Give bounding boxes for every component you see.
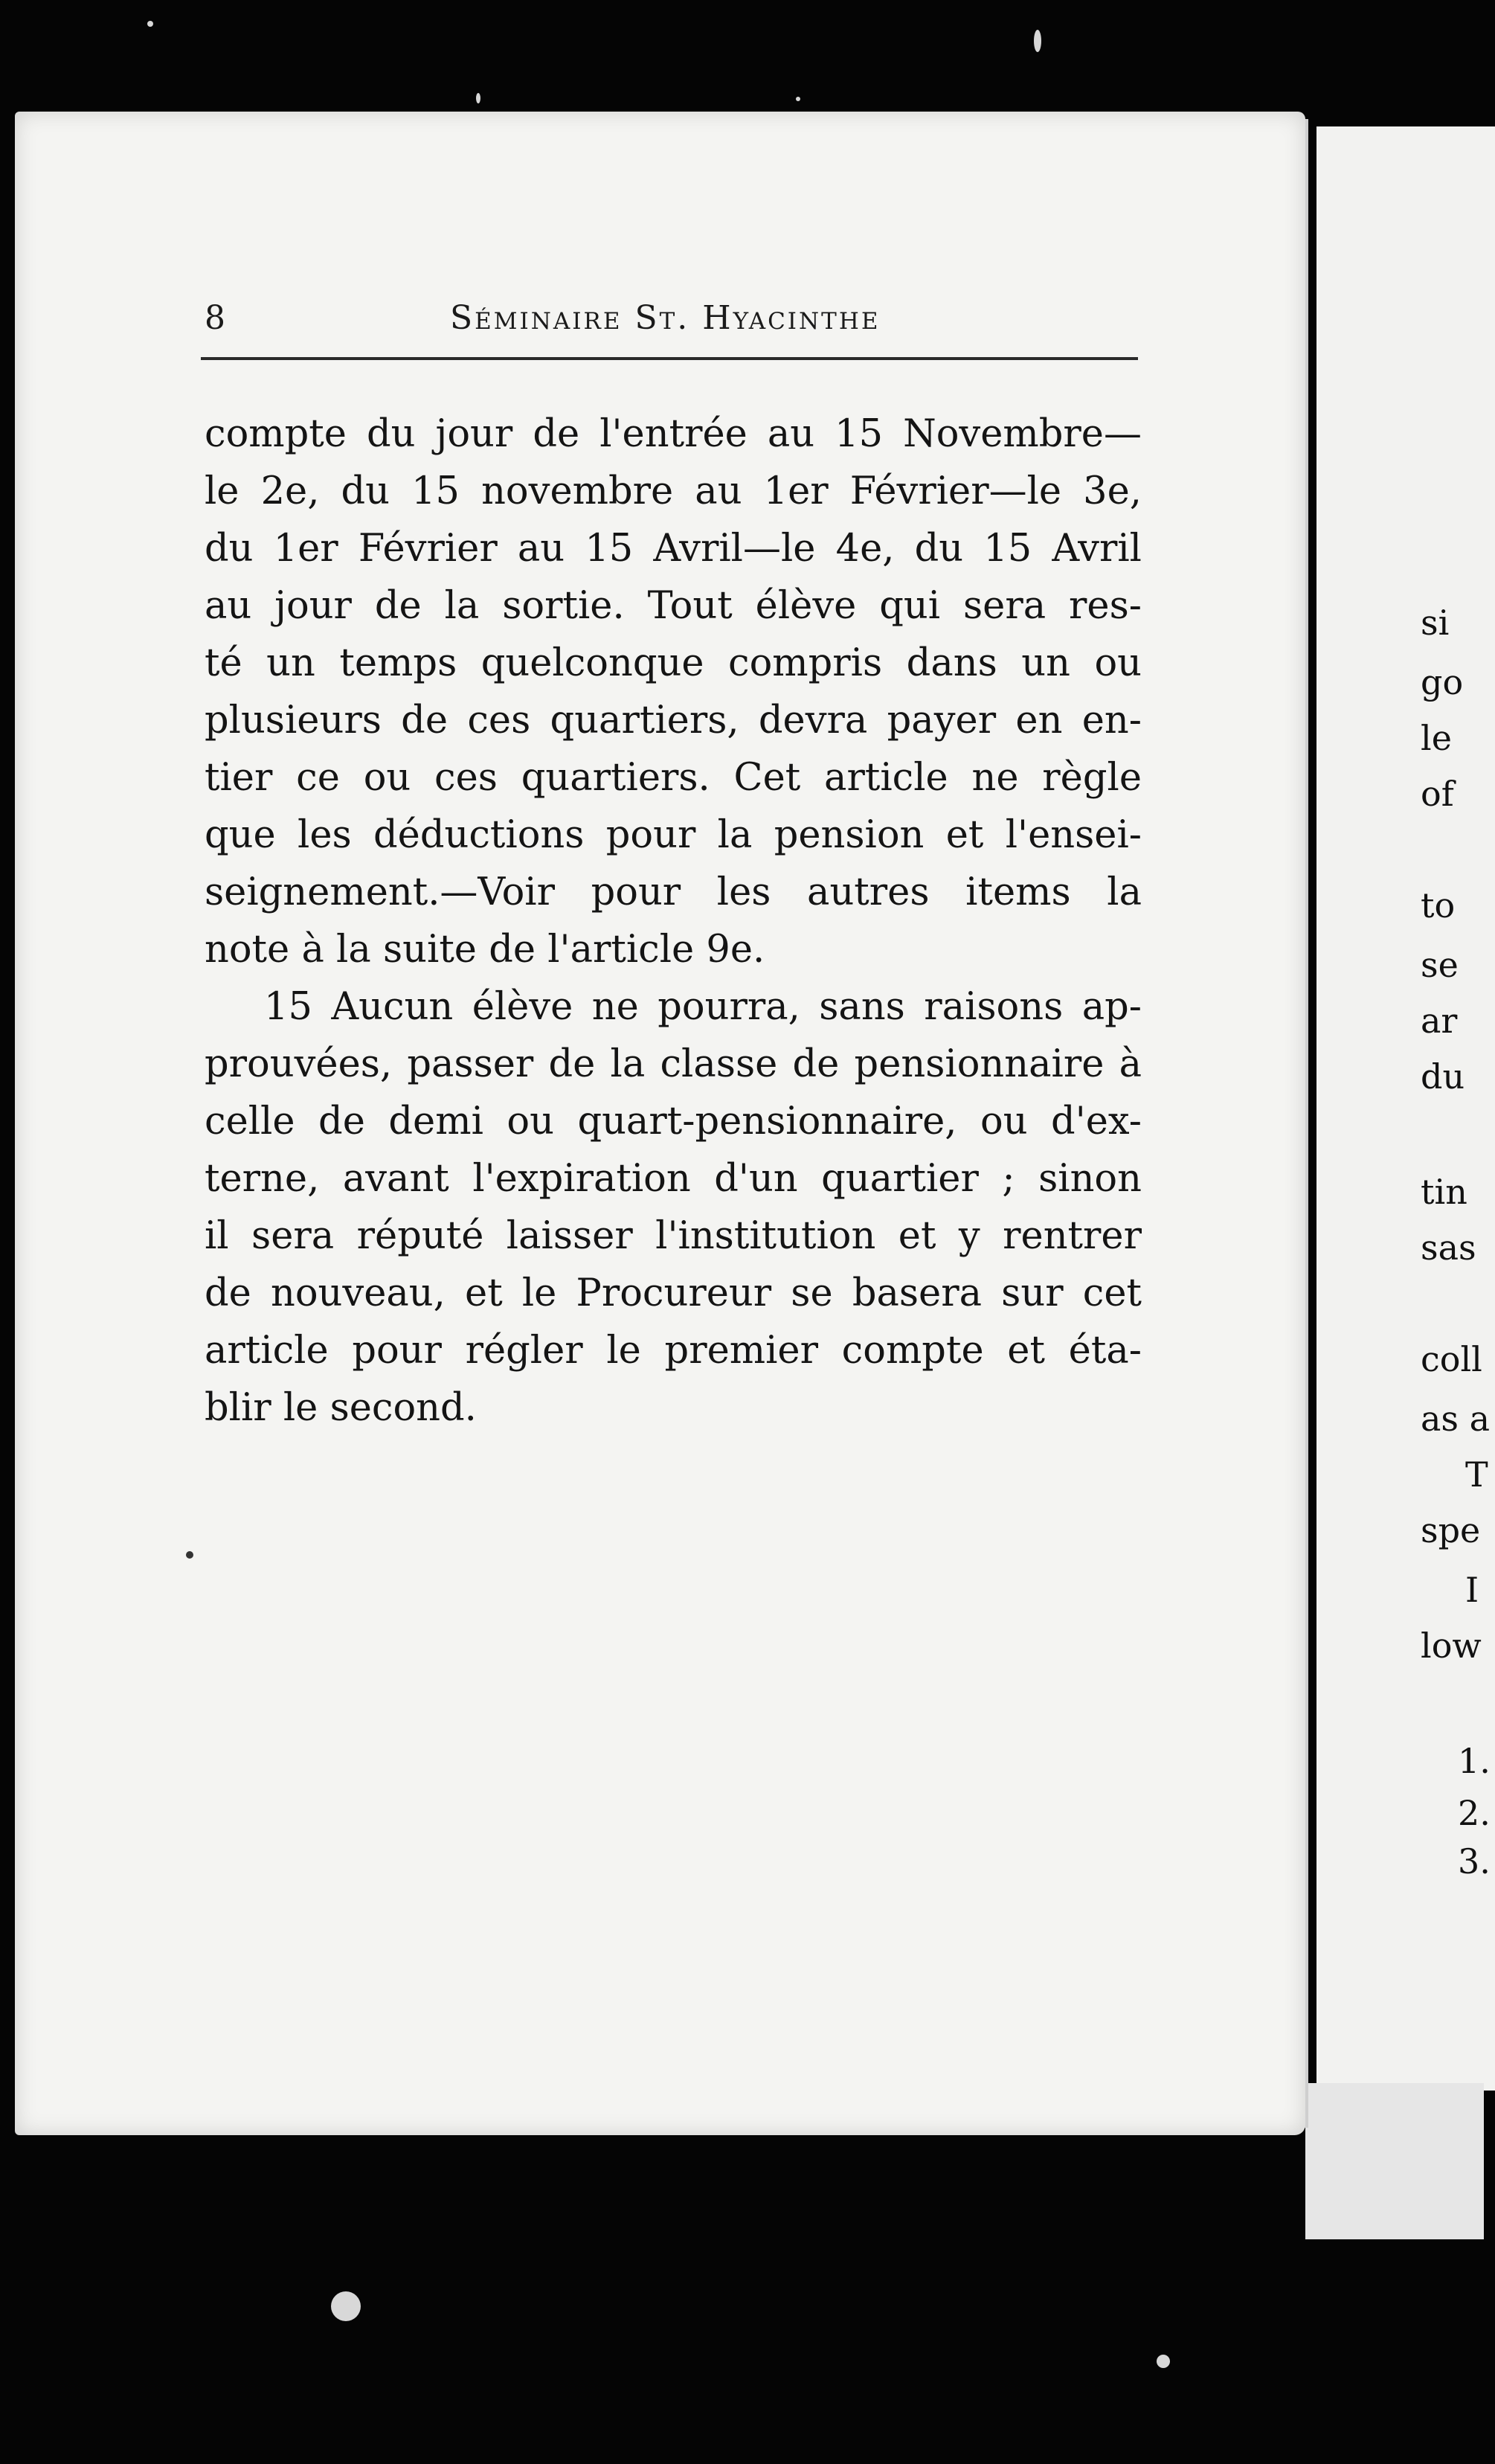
- next-page-fragment: low: [1421, 1626, 1482, 1666]
- text-line: prouvées, passer de la classe de pensionnaire à: [205, 1042, 1142, 1086]
- next-page-fragment: 3.: [1458, 1841, 1491, 1881]
- film-speck: [147, 21, 153, 27]
- next-page-fragment: I: [1465, 1570, 1479, 1610]
- next-page-fragment: of: [1421, 774, 1454, 814]
- next-page-fragment: du: [1421, 1056, 1465, 1097]
- next-page-fragment: go: [1421, 662, 1464, 702]
- page-header: [205, 299, 1134, 351]
- header-rule: [201, 357, 1138, 360]
- next-page-fragment: to: [1421, 885, 1456, 925]
- next-page-fragment: as a: [1421, 1399, 1491, 1439]
- film-speck: [331, 2291, 361, 2321]
- text-line: de nouveau, et le Procureur se basera sur cet: [205, 1271, 1142, 1315]
- next-page-fragment: ar: [1421, 1001, 1458, 1041]
- next-page-fragment: tin: [1421, 1172, 1467, 1212]
- page-number: 8: [205, 299, 228, 337]
- text-line: le 2e, du 15 novembre au 1er Février—le 3e,: [205, 469, 1142, 513]
- text-line: blir le second.: [205, 1386, 477, 1430]
- running-title: Séminaire St. Hyacinthe: [450, 299, 881, 337]
- text-line: que les déductions pour la pension et l'ensei-: [205, 813, 1142, 857]
- text-line: compte du jour de l'entrée au 15 Novembre—: [205, 412, 1142, 456]
- film-speck: [796, 97, 800, 101]
- text-line: il sera réputé laisser l'institution et y rentrer: [205, 1214, 1142, 1258]
- next-page-fragment: coll: [1421, 1339, 1482, 1379]
- next-page-fragment: le: [1421, 718, 1452, 758]
- next-page: [1316, 126, 1495, 2091]
- page-stack-shadow: [1305, 2083, 1484, 2239]
- text-line: plusieurs de ces quartiers, devra payer en en-: [205, 699, 1142, 742]
- next-page-fragment: 2.: [1458, 1793, 1491, 1833]
- text-line: du 1er Février au 15 Avril—le 4e, du 15 Avril: [205, 527, 1142, 571]
- text-line: seignement.—Voir pour les autres items la: [205, 870, 1142, 914]
- film-speck: [476, 93, 480, 103]
- text-line: note à la suite de l'article 9e.: [205, 928, 765, 972]
- next-page-fragment: 1.: [1458, 1741, 1491, 1781]
- film-speck: [1157, 2355, 1170, 2368]
- next-page-fragment: T: [1465, 1454, 1488, 1495]
- text-line: terne, avant l'expiration d'un quartier ; sinon: [205, 1157, 1142, 1201]
- film-speck: [1034, 30, 1041, 52]
- body-text: [205, 405, 1142, 1437]
- text-line: celle de demi ou quart-pensionnaire, ou d'ex-: [205, 1100, 1142, 1143]
- text-line: 15 Aucun élève ne pourra, sans raisons ap-: [264, 985, 1142, 1029]
- text-line: article pour régler le premier compte et éta-: [205, 1329, 1142, 1373]
- next-page-fragment: sas: [1421, 1228, 1476, 1268]
- page-speck: [186, 1551, 193, 1559]
- text-line: au jour de la sortie. Tout élève qui sera res-: [205, 584, 1142, 628]
- text-line: té un temps quelconque compris dans un ou: [205, 641, 1142, 685]
- next-page-fragment: spe: [1421, 1510, 1481, 1550]
- next-page-fragment: si: [1421, 603, 1450, 643]
- text-line: tier ce ou ces quartiers. Cet article ne règle: [205, 756, 1142, 800]
- next-page-fragment: se: [1421, 945, 1459, 985]
